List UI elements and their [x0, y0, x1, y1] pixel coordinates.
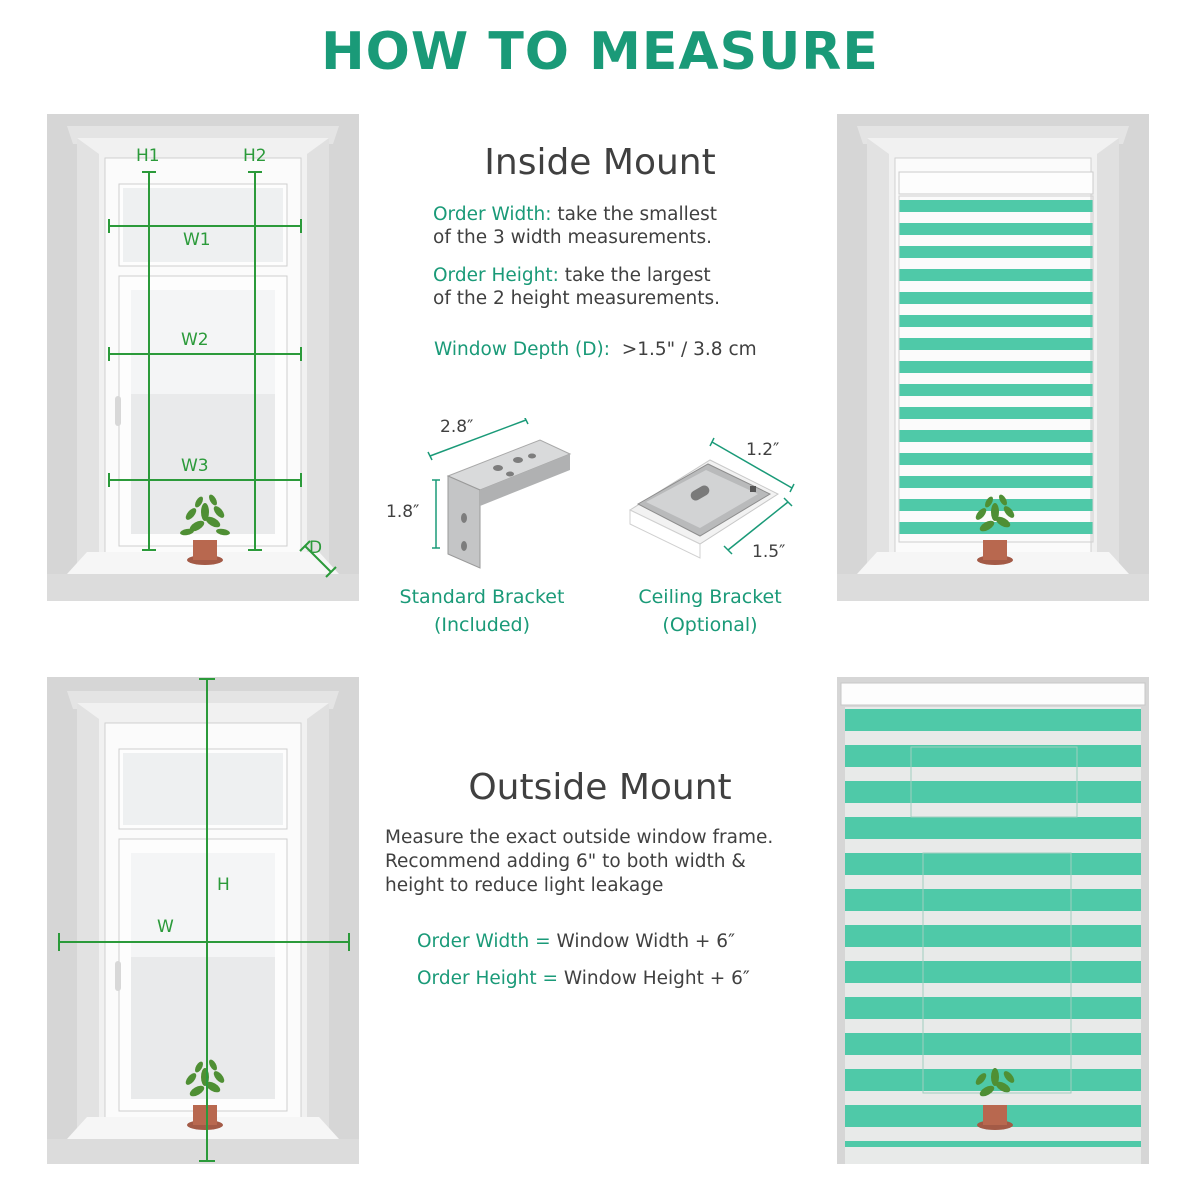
standard-bracket-name: Standard Bracket [399, 586, 565, 608]
inside-mount-heading: Inside Mount [484, 142, 716, 183]
blind-stripe [899, 407, 1093, 419]
label-h: H [217, 875, 230, 895]
order-width-instruction [433, 203, 793, 249]
blind-stripe [899, 200, 1093, 212]
label-h2: H2 [243, 146, 267, 166]
order-height-instruction [433, 264, 793, 310]
standard-bracket-caption [380, 583, 584, 639]
page-title: HOW TO MEASURE [321, 22, 879, 82]
blind-stripe [899, 246, 1093, 258]
order-width-text-1: take the smallest [551, 204, 718, 225]
ceiling-bracket-name: Ceiling Bracket [638, 586, 782, 608]
blind-stripe [899, 338, 1093, 350]
label-h1: H1 [136, 146, 160, 166]
blind-stripe [899, 315, 1093, 327]
outside-mount-window-photo [47, 677, 359, 1164]
window-depth-key: Window Depth (D): [434, 339, 610, 360]
outside-mount-description [385, 826, 825, 898]
window-depth-value: >1.5" / 3.8 cm [621, 339, 757, 360]
blind-stripe [845, 961, 1141, 983]
inside-mount-blind-photo [837, 114, 1149, 601]
blind-stripe [845, 925, 1141, 947]
outside-order-width-key: Order Width = [417, 931, 551, 952]
outside-mount-heading: Outside Mount [468, 767, 732, 808]
outside-mount-blind-photo [837, 677, 1149, 1164]
blind-stripe [845, 709, 1141, 731]
blind-stripe [899, 292, 1093, 304]
order-width-key: Order Width: [433, 204, 552, 225]
outside-order-width [417, 930, 817, 953]
outside-order-height [417, 967, 817, 990]
outside-desc-line-1: Measure the exact outside window frame. [385, 827, 774, 848]
ceiling-bracket-note: (Optional) [662, 614, 758, 636]
blind-stripe [845, 1141, 1141, 1147]
blind-stripe [899, 430, 1093, 442]
blind-stripe [899, 522, 1093, 534]
outside-order-width-value: Window Width + 6″ [550, 931, 735, 952]
order-height-key: Order Height: [433, 265, 559, 286]
order-height-text-2: of the 2 height measurements. [433, 288, 721, 309]
order-width-text-2: of the 3 width measurements. [433, 227, 713, 248]
outside-order-height-value: Window Height + 6″ [558, 968, 750, 989]
window-depth-instruction [434, 338, 814, 361]
blind-stripe [845, 997, 1141, 1019]
label-w1: W1 [183, 230, 211, 250]
outside-desc-line-3: height to reduce light leakage [385, 875, 664, 896]
blind-stripe [845, 889, 1141, 911]
ceiling-bracket-width: 1.2″ [746, 440, 780, 460]
blind-stripe [899, 453, 1093, 465]
outside-order-height-key: Order Height = [417, 968, 558, 989]
blind-stripe [845, 745, 1141, 767]
blind-stripe [845, 781, 1141, 803]
standard-bracket-note: (Included) [433, 614, 531, 636]
outside-desc-line-2: Recommend adding 6" to both width & [385, 851, 746, 872]
standard-bracket-height: 1.8″ [386, 502, 420, 522]
blind-stripe [845, 853, 1141, 875]
ceiling-bracket-depth: 1.5″ [752, 542, 786, 562]
blind-stripe [899, 223, 1093, 235]
blind-stripe [899, 384, 1093, 396]
standard-bracket-illustration [420, 418, 580, 578]
inside-mount-window-photo [47, 114, 359, 601]
label-d: D [309, 538, 323, 558]
label-w3: W3 [181, 456, 209, 476]
blind-stripe [845, 1033, 1141, 1055]
label-w: W [157, 917, 174, 937]
ceiling-bracket-caption [614, 583, 806, 639]
blind-stripe [845, 817, 1141, 839]
blind-stripe [899, 269, 1093, 281]
order-height-text-1: take the largest [558, 265, 711, 286]
label-w2: W2 [181, 330, 209, 350]
blind-stripe [899, 361, 1093, 373]
blind-stripe [899, 476, 1093, 488]
standard-bracket-width: 2.8″ [440, 417, 474, 437]
